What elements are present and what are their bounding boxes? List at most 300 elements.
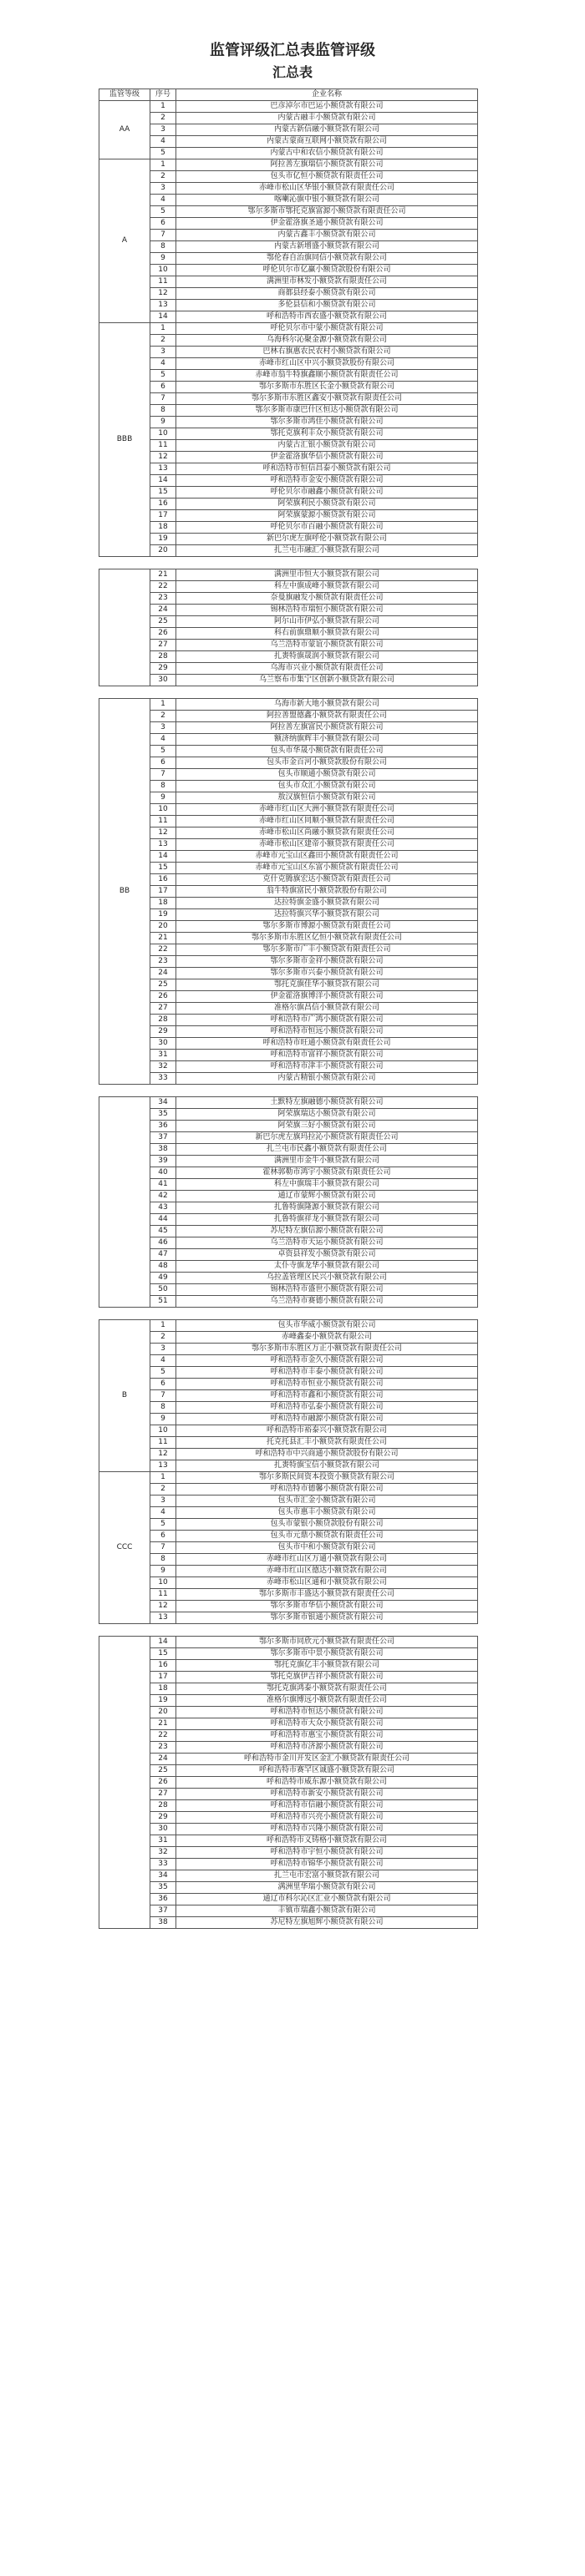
table-row — [99, 1824, 478, 1835]
row-number: 33 — [150, 1859, 176, 1870]
company-name: 内蒙古中和农信小额贷款有限公司 — [176, 148, 478, 159]
company-name: 内蒙古精银小额贷款有限公司 — [176, 1073, 478, 1085]
row-number: 7 — [150, 1542, 176, 1554]
row-number: 14 — [150, 475, 176, 487]
company-name: 达拉特旗兴华小额贷款有限公司 — [176, 909, 478, 921]
row-number: 21 — [150, 1718, 176, 1730]
table-row — [99, 1437, 478, 1449]
table-row — [99, 1707, 478, 1718]
table-row — [99, 475, 478, 487]
company-name: 鄂尔多斯市东胜区亿恒小额贷款有限责任公司 — [176, 933, 478, 944]
table-row — [99, 1026, 478, 1038]
row-number: 38 — [150, 1144, 176, 1156]
company-name: 阿尔山市伊弘小额贷款有限公司 — [176, 616, 478, 628]
company-name: 内蒙古蒙商互联网小额贷款有限公司 — [176, 136, 478, 148]
table-row — [99, 417, 478, 428]
table-row — [99, 1695, 478, 1707]
table-row — [99, 1202, 478, 1214]
row-number: 12 — [150, 1601, 176, 1612]
row-number: 23 — [150, 956, 176, 968]
table-row — [99, 1226, 478, 1237]
company-name: 伊金霍洛旗博洋小额贷款有限公司 — [176, 991, 478, 1003]
table-row — [99, 734, 478, 746]
table-row — [99, 1191, 478, 1202]
company-name: 呼和浩特市宇恒小额贷款有限公司 — [176, 1847, 478, 1859]
row-number: 23 — [150, 593, 176, 605]
row-number: 29 — [150, 1026, 176, 1038]
rating-table — [99, 1096, 478, 1308]
table-row — [99, 1730, 478, 1742]
table-row — [99, 1179, 478, 1191]
table-row — [99, 195, 478, 206]
table-row — [99, 1917, 478, 1929]
company-name: 乌海市兴业小额贷款有限责任公司 — [176, 663, 478, 675]
row-number: 10 — [150, 804, 176, 816]
company-name: 呼和浩特市赛罕区诚盛小额贷款有限公司 — [176, 1765, 478, 1777]
table-row — [99, 1566, 478, 1577]
company-name: 太仆寺旗龙华小额贷款有限公司 — [176, 1261, 478, 1273]
company-name: 锡林浩特市瑞恒小额贷款有限公司 — [176, 605, 478, 616]
table-row — [99, 1648, 478, 1660]
table-row — [99, 1003, 478, 1015]
row-number: 19 — [150, 534, 176, 545]
row-number: 16 — [150, 874, 176, 886]
row-number: 36 — [150, 1894, 176, 1905]
company-name: 丰镇市瑞鑫小额贷款有限公司 — [176, 1905, 478, 1917]
row-number: 38 — [150, 1917, 176, 1929]
row-number: 47 — [150, 1249, 176, 1261]
table-row — [99, 230, 478, 241]
row-number: 48 — [150, 1261, 176, 1273]
table-row — [99, 1484, 478, 1495]
row-number: 20 — [150, 545, 176, 557]
company-name: 赤峰市翁牛特旗鑫顺小额贷款有限责任公司 — [176, 370, 478, 382]
row-number: 8 — [150, 781, 176, 792]
table-row — [99, 1109, 478, 1121]
table-row — [99, 1507, 478, 1519]
company-name: 通辽市蒙辉小额贷款有限公司 — [176, 1191, 478, 1202]
company-name: 鄂尔多斯市银通小额贷款有限公司 — [176, 1612, 478, 1624]
table-row — [99, 452, 478, 463]
rating-table — [99, 569, 478, 686]
row-number: 9 — [150, 1414, 176, 1425]
company-name: 翁牛特旗富民小额贷款股份有限公司 — [176, 886, 478, 898]
grade-cell — [99, 1097, 150, 1308]
table-row — [99, 440, 478, 452]
table-row — [99, 1894, 478, 1905]
table-row — [99, 1718, 478, 1730]
table-row — [99, 101, 478, 113]
row-number: 3 — [150, 722, 176, 734]
grade-cell: B — [99, 1320, 150, 1472]
row-number: 9 — [150, 1566, 176, 1577]
company-name: 鄂托克旗亿丰小额贷款有限公司 — [176, 1660, 478, 1672]
table-row — [99, 1672, 478, 1683]
table-row — [99, 675, 478, 686]
table-row — [99, 898, 478, 909]
row-number: 2 — [150, 171, 176, 183]
company-name: 呼和浩特市威东源小额贷款有限公司 — [176, 1777, 478, 1789]
company-name: 新巴尔虎左旗呼伦小额贷款有限公司 — [176, 534, 478, 545]
row-number: 46 — [150, 1237, 176, 1249]
row-number: 13 — [150, 839, 176, 851]
company-name: 赤峰市红山区同顺小额贷款有限责任公司 — [176, 816, 478, 827]
row-number: 10 — [150, 428, 176, 440]
company-name: 呼和浩特市德馨小额贷款有限公司 — [176, 1484, 478, 1495]
company-name: 阿拉善左旗瑞信小额贷款有限公司 — [176, 159, 478, 171]
company-name: 乌兰浩特市赛德小额贷款有限公司 — [176, 1296, 478, 1308]
row-number: 9 — [150, 417, 176, 428]
row-number: 6 — [150, 218, 176, 230]
table-row — [99, 593, 478, 605]
company-name: 托克托县汇丰小额贷款有限责任公司 — [176, 1437, 478, 1449]
company-name: 扎兰屯市宏富小额贷款有限公司 — [176, 1870, 478, 1882]
rating-table — [99, 698, 478, 1085]
company-name: 科左中旗瑞丰小额贷款有限公司 — [176, 1179, 478, 1191]
row-number: 23 — [150, 1742, 176, 1754]
table-row — [99, 1660, 478, 1672]
company-name: 满洲里华瑞小额贷款有限公司 — [176, 1882, 478, 1894]
rating-table — [99, 1636, 478, 1929]
company-name: 呼和浩特市兴隆小额贷款有限公司 — [176, 1824, 478, 1835]
row-number: 29 — [150, 663, 176, 675]
company-name: 呼和浩特市富祥小额贷款有限公司 — [176, 1050, 478, 1061]
table-row — [99, 1683, 478, 1695]
company-name: 鄂尔多斯市鸿佳小额贷款有限公司 — [176, 417, 478, 428]
row-number: 9 — [150, 253, 176, 265]
company-name: 锡林浩特市盛世小额贷款有限公司 — [176, 1284, 478, 1296]
table-row — [99, 1531, 478, 1542]
row-number: 7 — [150, 1390, 176, 1402]
row-number: 10 — [150, 265, 176, 276]
table-row — [99, 1847, 478, 1859]
table-row — [99, 136, 478, 148]
company-name: 伊金霍洛旗圣通小额贷款有限公司 — [176, 218, 478, 230]
row-number: 30 — [150, 675, 176, 686]
table-row — [99, 909, 478, 921]
table-row — [99, 886, 478, 898]
row-number: 3 — [150, 124, 176, 136]
row-number: 1 — [150, 323, 176, 335]
company-name: 乌海市新大地小额贷款有限公司 — [176, 699, 478, 711]
row-number: 22 — [150, 944, 176, 956]
row-number: 11 — [150, 440, 176, 452]
company-name: 科左中旗成峰小额贷款有限公司 — [176, 581, 478, 593]
table-row — [99, 1073, 478, 1085]
table-row — [99, 640, 478, 651]
table-row — [99, 522, 478, 534]
company-name: 内蒙古汇银小额贷款有限公司 — [176, 440, 478, 452]
company-name: 鄂托克旗伊吉祥小额贷款有限公司 — [176, 1672, 478, 1683]
table-row — [99, 510, 478, 522]
table-row — [99, 1132, 478, 1144]
row-number: 6 — [150, 1379, 176, 1390]
table-row — [99, 323, 478, 335]
company-name: 包头市顺通小额贷款有限公司 — [176, 769, 478, 781]
company-name: 鄂尔多斯市同欣元小额贷款有限责任公司 — [176, 1637, 478, 1648]
grade-cell: A — [99, 159, 150, 323]
table-row — [99, 1519, 478, 1531]
row-number: 14 — [150, 311, 176, 323]
company-name: 鄂尔多斯市丰盛达小额贷款有限责任公司 — [176, 1589, 478, 1601]
table-row — [99, 498, 478, 510]
company-name: 包头市汇金小额贷款有限公司 — [176, 1495, 478, 1507]
table-row — [99, 1097, 478, 1109]
company-name: 准格尔旗博远小额贷款有限责任公司 — [176, 1695, 478, 1707]
table-row — [99, 171, 478, 183]
table-row — [99, 792, 478, 804]
row-number: 14 — [150, 851, 176, 863]
row-number: 12 — [150, 827, 176, 839]
company-name: 呼和浩特市融源小额贷款有限公司 — [176, 1414, 478, 1425]
table-row — [99, 253, 478, 265]
company-name: 呼和浩特市丰泰小额贷款有限公司 — [176, 1367, 478, 1379]
company-name: 赤峰市元宝山区鑫田小额贷款有限责任公司 — [176, 851, 478, 863]
row-number: 21 — [150, 569, 176, 581]
table-row — [99, 358, 478, 370]
grade-cell: BBB — [99, 323, 150, 557]
table-row — [99, 382, 478, 393]
row-number: 49 — [150, 1273, 176, 1284]
rating-table — [99, 89, 478, 557]
table-row — [99, 1015, 478, 1026]
table-header-row — [99, 89, 478, 101]
rating-table — [99, 1319, 478, 1624]
company-name: 扎兰屯市融汇小额贷款有限公司 — [176, 545, 478, 557]
company-name: 乌拉盖管理区民兴小额贷款有限公司 — [176, 1273, 478, 1284]
row-number: 20 — [150, 921, 176, 933]
rating-tables — [0, 89, 585, 1929]
table-row — [99, 1379, 478, 1390]
company-name: 包头市惠丰小额贷款有限公司 — [176, 1507, 478, 1519]
table-row — [99, 487, 478, 498]
row-number: 2 — [150, 113, 176, 124]
table-row — [99, 956, 478, 968]
table-row — [99, 1742, 478, 1754]
company-name: 包头市蒙银小额贷款股份有限公司 — [176, 1519, 478, 1531]
header-grade: 监管等级 — [99, 89, 150, 101]
table-row — [99, 1870, 478, 1882]
row-number: 26 — [150, 628, 176, 640]
company-name: 扎赉特旗宝信小额贷款有限公司 — [176, 1460, 478, 1472]
row-number: 2 — [150, 1484, 176, 1495]
table-row — [99, 1273, 478, 1284]
company-name: 呼和浩特市济源小额贷款有限公司 — [176, 1742, 478, 1754]
company-name: 鄂尔多斯市金祥小额贷款有限公司 — [176, 956, 478, 968]
table-row — [99, 1882, 478, 1894]
company-name: 鄂尔多斯市广丰小额贷款有限责任公司 — [176, 944, 478, 956]
company-name: 呼和浩特市新安小额贷款有限公司 — [176, 1789, 478, 1800]
row-number: 21 — [150, 933, 176, 944]
row-number: 40 — [150, 1167, 176, 1179]
row-number: 4 — [150, 358, 176, 370]
row-number: 13 — [150, 1460, 176, 1472]
table-row — [99, 534, 478, 545]
row-number: 22 — [150, 581, 176, 593]
row-number: 45 — [150, 1226, 176, 1237]
grade-cell: CCC — [99, 1472, 150, 1624]
company-name: 科右前旗鼎顺小额贷款有限公司 — [176, 628, 478, 640]
company-name: 内蒙古融丰小额贷款有限公司 — [176, 113, 478, 124]
header-name: 企业名称 — [176, 89, 478, 101]
row-number: 28 — [150, 1015, 176, 1026]
company-name: 呼和浩特市大众小额贷款有限公司 — [176, 1718, 478, 1730]
table-row — [99, 1495, 478, 1507]
company-name: 鄂托克旗鸿泰小额贷款有限责任公司 — [176, 1683, 478, 1695]
company-name: 多伦县信和小额贷款有限公司 — [176, 300, 478, 311]
table-row — [99, 863, 478, 874]
row-number: 31 — [150, 1050, 176, 1061]
row-number: 10 — [150, 1425, 176, 1437]
company-name: 呼和浩特市裕泰兴小额贷款有限公司 — [176, 1425, 478, 1437]
row-number: 11 — [150, 276, 176, 288]
row-number: 5 — [150, 370, 176, 382]
company-name: 达拉特旗金盛小额贷款有限公司 — [176, 898, 478, 909]
company-name: 内蒙古新信融小额贷款有限公司 — [176, 124, 478, 136]
company-name: 商都县经泰小额贷款有限公司 — [176, 288, 478, 300]
table-row — [99, 370, 478, 382]
table-row — [99, 113, 478, 124]
row-number: 11 — [150, 816, 176, 827]
table-row — [99, 206, 478, 218]
company-name: 呼和浩特市中兴商通小额贷款股份有限公司 — [176, 1449, 478, 1460]
row-number: 3 — [150, 1495, 176, 1507]
table-row — [99, 265, 478, 276]
grade-cell — [99, 569, 150, 686]
row-number: 22 — [150, 1730, 176, 1742]
table-row — [99, 722, 478, 734]
company-name: 呼和浩特市恒业小额贷款有限公司 — [176, 1379, 478, 1390]
company-name: 鄂尔多斯民间资本投资小额贷款有限公司 — [176, 1472, 478, 1484]
table-row — [99, 1601, 478, 1612]
company-name: 包头市中和小额贷款有限公司 — [176, 1542, 478, 1554]
company-name: 阿拉善盟德鑫小额贷款有限责任公司 — [176, 711, 478, 722]
table-row — [99, 1577, 478, 1589]
row-number: 16 — [150, 1660, 176, 1672]
company-name: 扎鲁特旗隆源小额贷款有限公司 — [176, 1202, 478, 1214]
row-number: 8 — [150, 405, 176, 417]
row-number: 36 — [150, 1121, 176, 1132]
row-number: 4 — [150, 136, 176, 148]
company-name: 鄂伦春自治旗同信小额贷款有限公司 — [176, 253, 478, 265]
table-row — [99, 569, 478, 581]
row-number: 35 — [150, 1882, 176, 1894]
company-name: 包头市华威小额贷款有限公司 — [176, 1320, 478, 1332]
row-number: 19 — [150, 909, 176, 921]
table-row — [99, 1905, 478, 1917]
company-name: 阿荣旗利民小额贷款有限公司 — [176, 498, 478, 510]
row-number: 29 — [150, 1812, 176, 1824]
table-row — [99, 1754, 478, 1765]
table-row — [99, 804, 478, 816]
row-number: 24 — [150, 968, 176, 979]
row-number: 8 — [150, 1402, 176, 1414]
company-name: 扎鲁特旗祥龙小额贷款有限公司 — [176, 1214, 478, 1226]
grade-cell: BB — [99, 699, 150, 1085]
company-name: 赤峰鑫泰小额贷款有限公司 — [176, 1332, 478, 1344]
company-name: 呼和浩特市恒远小额贷款有限公司 — [176, 1026, 478, 1038]
company-name: 赤峰市红山区万通小额贷款有限公司 — [176, 1554, 478, 1566]
company-name: 鄂尔多斯市兴泰小额贷款有限公司 — [176, 968, 478, 979]
table-row — [99, 921, 478, 933]
table-row — [99, 288, 478, 300]
company-name: 满洲里市林发小额贷款有限责任公司 — [176, 276, 478, 288]
row-number: 3 — [150, 183, 176, 195]
row-number: 13 — [150, 463, 176, 475]
row-number: 2 — [150, 335, 176, 347]
company-name: 包头市金百河小额贷款股份有限公司 — [176, 757, 478, 769]
row-number: 32 — [150, 1061, 176, 1073]
table-row — [99, 663, 478, 675]
company-name: 霍林郭勒市鸿宇小额贷款有限责任公司 — [176, 1167, 478, 1179]
row-number: 5 — [150, 1367, 176, 1379]
table-row — [99, 628, 478, 640]
row-number: 1 — [150, 1320, 176, 1332]
row-number: 28 — [150, 1800, 176, 1812]
table-row — [99, 1554, 478, 1566]
page-title: 监管评级汇总表监管评级 — [210, 42, 375, 59]
company-name: 乌兰察布市集宁区创新小额贷款有限公司 — [176, 675, 478, 686]
company-name: 喀喇沁旗中银小额贷款有限公司 — [176, 195, 478, 206]
company-name: 阿拉善左旗富民小额贷款有限公司 — [176, 722, 478, 734]
company-name: 呼伦贝尔市百融小额贷款有限公司 — [176, 522, 478, 534]
table-row — [99, 218, 478, 230]
company-name: 呼和浩特市鑫和小额贷款有限公司 — [176, 1390, 478, 1402]
table-row — [99, 311, 478, 323]
row-number: 30 — [150, 1038, 176, 1050]
row-number: 9 — [150, 792, 176, 804]
company-name: 鄂尔多斯市中景小额贷款有限公司 — [176, 1648, 478, 1660]
grade-cell — [99, 1637, 150, 1929]
table-row — [99, 769, 478, 781]
table-row — [99, 1050, 478, 1061]
company-name: 呼和浩特市广鸿小额贷款有限公司 — [176, 1015, 478, 1026]
row-number: 44 — [150, 1214, 176, 1226]
table-row — [99, 1472, 478, 1484]
table-row — [99, 1167, 478, 1179]
header-no: 序号 — [150, 89, 176, 101]
table-row — [99, 851, 478, 863]
table-row — [99, 874, 478, 886]
row-number: 15 — [150, 487, 176, 498]
row-number: 18 — [150, 522, 176, 534]
row-number: 20 — [150, 1707, 176, 1718]
row-number: 17 — [150, 1672, 176, 1683]
company-name: 敖汉旗恒信小额贷款有限公司 — [176, 792, 478, 804]
table-row — [99, 1332, 478, 1344]
table-row — [99, 839, 478, 851]
row-number: 1 — [150, 159, 176, 171]
table-row — [99, 1249, 478, 1261]
company-name: 鄂尔多斯市华信小额贷款有限公司 — [176, 1601, 478, 1612]
company-name: 赤峰市红山区中兴小额贷款股份有限公司 — [176, 358, 478, 370]
row-number: 37 — [150, 1132, 176, 1144]
table-row — [99, 463, 478, 475]
row-number: 2 — [150, 711, 176, 722]
company-name: 准格尔旗昌信小额贷款有限公司 — [176, 1003, 478, 1015]
table-row — [99, 1789, 478, 1800]
row-number: 32 — [150, 1847, 176, 1859]
row-number: 30 — [150, 1824, 176, 1835]
row-number: 6 — [150, 757, 176, 769]
company-name: 呼伦贝尔市融鑫小额贷款有限公司 — [176, 487, 478, 498]
table-row — [99, 335, 478, 347]
row-number: 15 — [150, 863, 176, 874]
row-number: 24 — [150, 605, 176, 616]
row-number: 25 — [150, 1765, 176, 1777]
table-row — [99, 1344, 478, 1355]
table-row — [99, 159, 478, 171]
